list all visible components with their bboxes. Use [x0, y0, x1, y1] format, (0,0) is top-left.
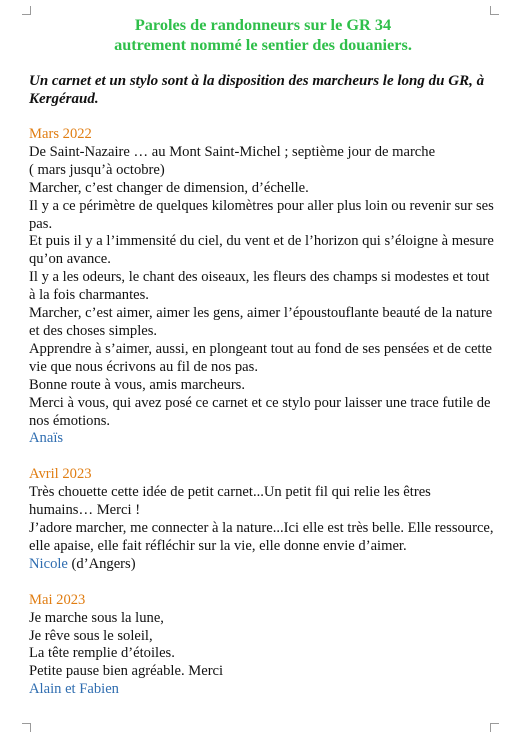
entry-line: Apprendre à s’aimer, aussi, en plongeant tout au fond de ses pensées et de cette vie que nous écrivons au fil de nos pas. — [29, 340, 493, 375]
entry-mars-2022 — [29, 126, 497, 448]
entry-line: Il y a ce périmètre de quelques kilomètres pour aller plus loin ou revenir sur ses pas. — [29, 197, 494, 232]
entry-line: Marcher, c’est changer de dimension, d’échelle. — [29, 179, 309, 196]
entry-line: ( mars jusqu’à octobre) — [29, 161, 165, 178]
signature-name: Alain et Fabien — [29, 681, 119, 698]
entry-line: Merci à vous, qui avez posé ce carnet et ce stylo pour laisser une trace futile de nos émotions. — [29, 394, 491, 429]
entry-line: J’adore marcher, me connecter à la nature...Ici elle est très belle. Elle ressource, elle apaise, elle fait réfléchir sur la vie, elle donne envie d’aimer. — [29, 520, 494, 554]
entry-month: Mars 2022 — [29, 126, 92, 142]
entry-line: Et puis il y a l’immensité du ciel, du vent et de l’horizon qui s’éloigne à mesure qu’on avance. — [29, 233, 494, 268]
entry-line: Bonne route à vous, amis marcheurs. — [29, 376, 246, 393]
signature-name: Nicole — [29, 555, 68, 572]
page-corner-mark — [490, 723, 499, 732]
page-corner-mark — [22, 723, 31, 732]
entry-month: Avril 2023 — [29, 466, 92, 483]
document-body[interactable] — [29, 15, 497, 699]
page-corner-mark — [22, 6, 31, 15]
signature-suffix: (d’Angers) — [67, 555, 136, 572]
document-subtitle: Un carnet et un stylo sont à la disposition des marcheurs le long du GR, à Kergéraud. — [29, 73, 485, 107]
entry-line: Très chouette cette idée de petit carnet...Un petit fil qui relie les êtres humains… Merci ! — [29, 484, 431, 519]
title-line-2: autrement nommé le sentier des douaniers. — [114, 35, 412, 54]
document-title — [29, 15, 497, 55]
entry-signature — [29, 430, 497, 448]
entry-avril-2023 — [29, 466, 497, 573]
entry-line: Je rêve sous le soleil, — [29, 627, 153, 644]
entry-line: La tête remplie d’étoiles. — [29, 645, 175, 662]
entry-line: Je marche sous la lune, — [29, 609, 164, 626]
entry-month: Mai 2023 — [29, 591, 86, 608]
entry-signature — [29, 681, 497, 699]
entry-line: De Saint-Nazaire … au Mont Saint-Michel ; septième jour de marche — [29, 143, 436, 160]
entry-line: Petite pause bien agréable. Merci — [29, 663, 224, 680]
entry-mai-2023 — [29, 592, 497, 699]
entry-line: Il y a les odeurs, le chant des oiseaux, les fleurs des champs si modestes et tout à la fois charmantes. — [29, 269, 490, 304]
entry-line: Marcher, c’est aimer, aimer les gens, aimer l’époustouflante beauté de la nature et des choses simples. — [29, 305, 493, 339]
signature-name: Anaïs — [29, 430, 64, 447]
page-corner-mark — [490, 6, 499, 15]
title-line-1: Paroles de randonneurs sur le GR 34 — [134, 15, 392, 34]
entry-signature — [29, 556, 497, 574]
